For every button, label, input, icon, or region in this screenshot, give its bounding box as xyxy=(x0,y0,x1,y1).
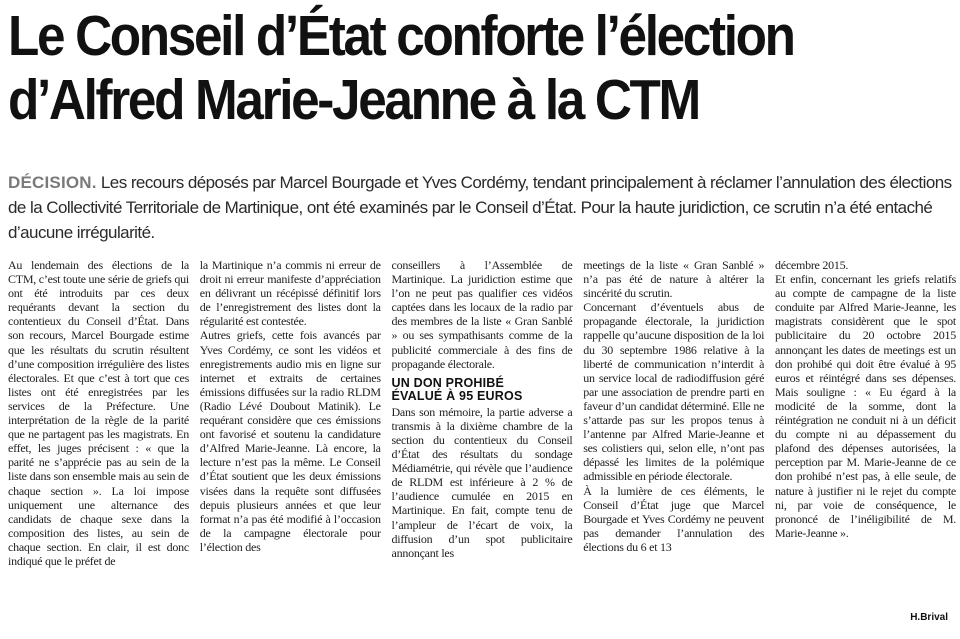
article-column-3 xyxy=(392,258,573,610)
author-signature: H.Brival xyxy=(910,612,948,623)
lede-text: Les recours déposés par Marcel Bourgade et Yves Cordémy, tendant principalement à réclamer l’annulation des élections de la Collectivité Territoriale de Martinique, ont été examinés par le Conseil d’État. Pour la haute juridiction, ce scrutin n’a été entaché d’aucune irrégularité. xyxy=(8,173,952,242)
column-3-paragraph-2: Dans son mémoire, la partie adverse a transmis à la dixième chambre de la section du contentieux du Conseil d’État des résultats du sondage Médiamétrie, qui révèle que l’audience de RLDM est inférieure à 2 % de l’audience cumulée en 2015 en Martinique. En fait, compte tenu de l’ampleur de l’écart de voix, la diffusion d’un spot publicitaire annonçant les xyxy=(391,404,573,560)
column-2-paragraph-2: Autres griefs, cette fois avancés par Yves Cordémy, ce sont les vidéos et enregistrements audio mis en ligne sur internet et extraits de certaines émissions diffusées sur la radio RLDM (Radio Lévé Doubout Matinik). Le requérant considère que ces émissions ont favorisé et soutenu la candidature d’Alfred Marie-Jeanne. Là encore, la lecture n’est pas la même. Le Conseil d’État soutient que les deux émissions visées dans la requête sont diffusées depuis plusieurs années et que leur format n’a pas été modifié à l’occasion de la campagne électorale pour l’élection des xyxy=(199,328,381,554)
column-2-paragraph-1: la Martinique n’a commis ni erreur de droit ni erreur manifeste d’appréciation en délivrant un récépissé définitif lors de l’enregistrement des listes dont la régularité est contestée. xyxy=(199,258,381,329)
article-lede xyxy=(8,170,958,245)
column-5-paragraph-2: Et enfin, concernant les griefs relatifs au compte de campagne de la liste conduite par Alfred Marie-Jeanne, les magistrats considèrent que le spot publicitaire du 20 octobre 2015 annonçant les dates de meetings est un don prohibé qui doit être évalué à 95 euros et réintégré dans ses dépenses. Mais souligne : « Eu égard à la modicité de la somme, dont la réintégration ne conduit ni à un déficit du compte ni au dépassement du plafond des dépenses autorisées, la perception par M. Marie-Jeanne de ce don prohibé n’est pas, à elle seule, de nature à justifier ni le rejet du compte ni, par voie de conséquence, le prononcé de l’inéligibilité de M. Marie-Jeanne ». xyxy=(775,272,956,540)
column-4-paragraph-2: Concernant d’éventuels abus de propagande électorale, la juridiction rappelle qu’aucune disposition de la loi du 30 septembre 1986 relative à la liberté de communication n’interdit à un service local de radiodiffusion géré par une association de prendre parti en faveur d’un candidat déterminé. Elle ne s’attarde pas sur les propos tenus à l’antenne par Alfred Marie-Jeanne et ses colistiers qui, selon elle, n’ont pas dépassé les limites de la polémique admissible en période électorale. xyxy=(583,300,765,484)
headline-line-2: d’Alfred Marie-Jeanne à la CTM xyxy=(8,68,699,132)
article-headline xyxy=(8,4,858,132)
column-3-paragraph-1: conseillers à l’Assemblée de Martinique. La juridiction estime que l’on ne peut pas qualifier ces vidéos captées dans les locaux de la radio par des membres de la liste « Gran Sanblé » ou ses sympathisants comme de la publicité commerciale à des fins de propagande électorale. xyxy=(391,258,573,371)
article-column-4 xyxy=(583,258,764,610)
column-4-paragraph-1: meetings de la liste « Gran Sanblé » n’a pas été de nature à altérer la sincérité du scrutin. xyxy=(583,258,765,301)
article-column-1 xyxy=(8,258,189,610)
article-column-2 xyxy=(200,258,381,610)
column-5-paragraph-1: décembre 2015. xyxy=(775,258,849,272)
column-1-paragraph-1: Au lendemain des élections de la CTM, c’est toute une série de griefs qui ont été introduits par ces deux requérants devant la section du contentieux du Conseil d’État. Dans son recours, Marcel Bourgade estime que les résultats du scrutin résultent d’une composition irrégulière des listes électorales. Et que c’est à tort que ces listes ont été enregistrées par les services de la Préfecture. Une interprétation de la règle de la parité que ne partagent pas les magistrats. En effet, les juges précisent : « que la parité ne s’apprécie pas au sein de la liste dans son ensemble mais au sein de chaque section ». La loi impose uniquement une alternance des candidats de chaque sexe dans la composition des listes, au sein de chaque section. En clair, il est donc indiqué que le préfet de xyxy=(8,258,189,568)
article-body xyxy=(8,258,956,610)
subhead-line-2: ÉVALUÉ À 95 EUROS xyxy=(391,388,523,403)
section-subhead xyxy=(392,377,573,403)
article-column-5 xyxy=(775,258,956,610)
subhead-line-1: UN DON PROHIBÉ xyxy=(391,375,505,390)
lede-kicker: DÉCISION. xyxy=(8,173,97,192)
headline-line-1: Le Conseil d’État conforte l’élection xyxy=(8,4,794,68)
column-4-paragraph-3: À la lumière de ces éléments, le Conseil d’État juge que Marcel Bourgade et Yves Cordémy ne peuvent pas demander l’annulation des élections du 6 et 13 xyxy=(583,483,765,554)
